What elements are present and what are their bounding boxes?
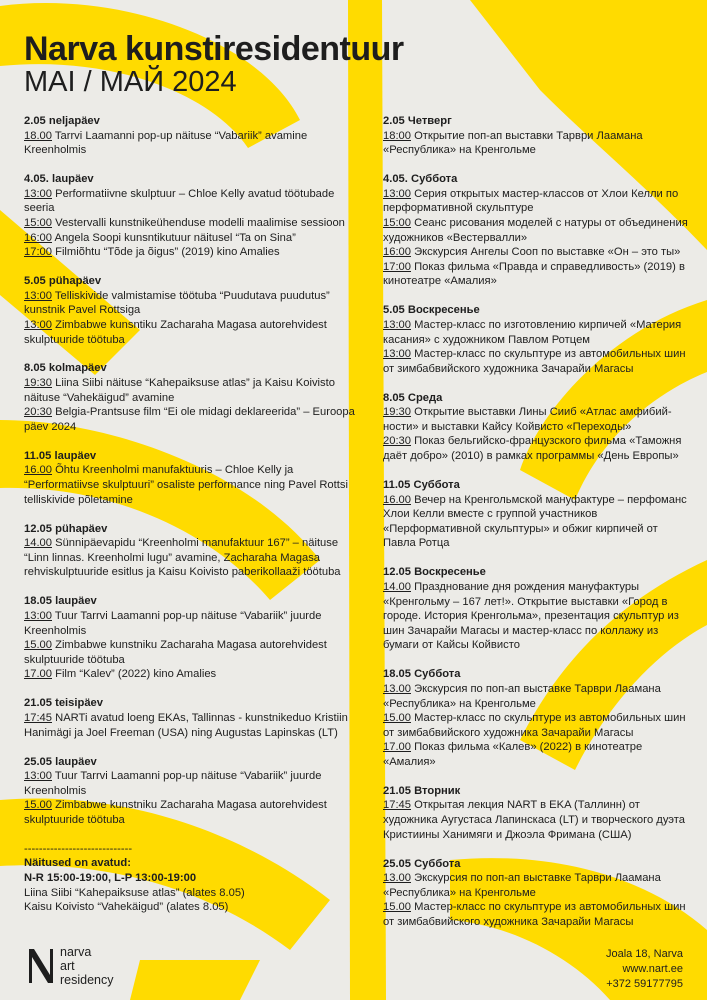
event-item	[24, 463, 359, 507]
event-item	[383, 405, 688, 434]
schedule-day	[383, 478, 688, 551]
event-text: Film “Kalev” (2022) kino Amalies	[52, 668, 217, 681]
event-time: 17:00	[383, 260, 411, 273]
day-title: 25.05 laupäev	[24, 755, 97, 768]
event-item	[24, 289, 359, 318]
day-title: 18.05 laupäev	[24, 595, 97, 608]
event-text: Angela Soopi kunsntikutuur näitusel “Ta on Sina”	[52, 231, 296, 244]
event-text: Показ фильма «Калев» (2022) в кинотеатре «Амалия»	[383, 741, 643, 768]
exhibitions-open-title: Näitused on avatud:	[24, 857, 131, 870]
event-time: 17:45	[383, 799, 411, 812]
website-link[interactable]: www.nart.ee	[622, 963, 683, 975]
event-time: 19:30	[24, 377, 52, 390]
schedule-day	[383, 114, 688, 158]
event-text: Открытая лекция NART в EKA (Таллинн) от художника Аугустаса Лапинскаса (LT) и творческого дуэта Кристиины Ханимяги и Джоэла Фримана (США)	[383, 799, 685, 841]
exhibition-item: Liina Siibi “Kahepaiksuse atlas” (alates 8.05)	[24, 886, 245, 899]
address: Joala 18, Narva	[605, 948, 683, 960]
schedule-day	[24, 594, 359, 682]
divider: -----------------------------	[24, 842, 133, 855]
logo-word: narva	[60, 945, 92, 959]
event-time: 14.00	[24, 537, 52, 550]
event-time: 13:00	[383, 348, 411, 361]
event-time: 16:00	[383, 246, 411, 259]
event-time: 13.00	[383, 682, 411, 695]
event-item	[24, 245, 359, 260]
day-title: 12.05 pühapäev	[24, 522, 108, 535]
day-title: 4.05. laupäev	[24, 173, 94, 186]
event-time: 13:00	[383, 318, 411, 331]
n-logo-icon	[26, 945, 56, 985]
event-item	[383, 260, 688, 289]
event-item	[24, 216, 359, 231]
event-text: Мастер-класс по скульптуре из автомобильных шин от зимбабвийского художника Зачарайи Магасы	[383, 712, 686, 739]
event-time: 15.00	[24, 639, 52, 652]
event-text: Экскурсия по поп-ап выставке Тарври Лаамана «Республика» на Кренгольме	[383, 872, 661, 899]
day-title: 11.05 Суббота	[383, 479, 460, 492]
event-time: 17.00	[383, 741, 411, 754]
event-time: 15:00	[383, 216, 411, 229]
event-time: 18:00	[383, 129, 411, 142]
page-subtitle: MAI / МАЙ 2024	[24, 66, 237, 98]
nart-logo	[26, 945, 114, 987]
event-time: 13:00	[24, 609, 52, 622]
day-title: 2.05 Четверг	[383, 115, 452, 127]
event-text: Экскурсия по поп-ап выставке Тарври Лаамана «Республика» на Кренгольме	[383, 682, 661, 710]
day-title: 11.05 laupäev	[24, 449, 97, 462]
event-text: Zimbabwe kunstniku Zacharaha Magasa autorehvidest skulptuuride töötuba	[24, 799, 327, 826]
event-time: 14.00	[383, 580, 411, 593]
event-item	[24, 769, 359, 798]
exhibitions-open-block	[24, 842, 359, 915]
schedule-day	[383, 391, 688, 464]
event-time: 15.00	[383, 901, 411, 914]
event-item	[383, 129, 688, 158]
schedule-day	[24, 449, 359, 507]
event-item	[383, 434, 688, 463]
day-title: 18.05 Суббота	[383, 668, 461, 681]
event-text: Tuur Tarrvi Laamanni pop-up näituse “Vabariik” juurde Kreenholmis	[24, 770, 322, 797]
event-text: Liina Siibi näituse “Kahepaiksuse atlas” ja Kaisu Koivisto näituse “Vahekäigud” avamine	[24, 377, 335, 404]
event-item	[383, 318, 688, 347]
schedule-day	[383, 172, 688, 289]
schedule-day	[24, 522, 359, 580]
event-item	[383, 347, 688, 376]
logo-word: art	[60, 959, 75, 973]
event-time: 17.00	[24, 668, 52, 681]
event-text: Открытие выставки Лины Сииб «Атлас амфибий-ности» и выставки Кайсу Койвисто «Переходы»	[383, 406, 672, 433]
day-title: 8.05 kolmapäev	[24, 362, 107, 375]
schedule-day	[383, 667, 688, 769]
event-text: Performatiivne skulptuur – Chloe Kelly avatud töötubade seeria	[24, 187, 335, 215]
day-title: 25.05 Суббота	[383, 857, 461, 870]
logo-word: residency	[60, 973, 114, 987]
event-item	[383, 900, 688, 929]
schedule-day	[24, 361, 359, 434]
day-title: 8.05 Среда	[383, 391, 443, 404]
event-item	[383, 580, 688, 653]
day-title: 4.05. Суббота	[383, 173, 458, 186]
day-title: 12.05 Воскресенье	[383, 566, 486, 579]
schedule-day	[383, 303, 688, 376]
event-time: 15.00	[383, 712, 411, 725]
event-item	[24, 711, 359, 740]
event-item	[24, 231, 359, 246]
event-item	[383, 187, 688, 216]
schedule-russian	[383, 114, 688, 944]
event-time: 20:30	[24, 406, 52, 419]
event-time: 16.00	[383, 493, 411, 506]
event-text: Õhtu Kreenholmi manufaktuuris – Chloe Kelly ja “Performatiivse skulptuuri” osaliste performance ning Pavel Rottsi telliskivide põletamine	[24, 464, 348, 506]
event-item	[24, 405, 359, 434]
event-time: 13:00	[24, 187, 52, 200]
schedule-estonian	[24, 114, 359, 915]
event-item	[24, 187, 359, 216]
event-text: Мастер-класс по скульптуре из автомобильных шин от зимбабвийского художника Зачарайи Магасы	[383, 348, 686, 375]
exhibition-item: Kaisu Koivisto “Vahekäigud” (alates 8.05)	[24, 901, 229, 914]
event-text: Показ фильма «Правда и справедливость» (2019) в кинотеатре «Амалия»	[383, 260, 685, 288]
event-item	[383, 798, 688, 842]
day-title: 5.05 pühapäev	[24, 275, 102, 288]
schedule-day	[383, 784, 688, 842]
day-title: 21.05 teisipäev	[24, 697, 103, 710]
event-item	[24, 129, 359, 158]
event-item	[383, 871, 688, 900]
event-item	[383, 493, 688, 551]
event-item	[383, 740, 688, 769]
event-item	[24, 376, 359, 405]
event-item	[24, 667, 359, 682]
schedule-day	[24, 755, 359, 828]
event-text: Telliskivide valmistamise töötuba “Puudutava puudutus” kunstnik Pavel Rottsiga	[24, 289, 330, 317]
event-text: Tarrvi Laamanni pop-up näituse “Vabariik” avamine Kreenholmis	[24, 129, 308, 157]
event-time: 13:00	[383, 187, 411, 200]
event-item	[24, 798, 359, 827]
event-text: Belgia-Prantsuse film “Ei ole midagi deklareerida” – Euroopa päev 2024	[24, 406, 355, 433]
event-item	[24, 638, 359, 667]
event-time: 20:30	[383, 435, 411, 448]
exhibitions-open-hours: N-R 15:00-19:00, L-P 13:00-19:00	[24, 872, 197, 885]
event-text: Tuur Tarrvi Laamanni pop-up näituse “Vabariik” juurde Kreenholmis	[24, 609, 322, 637]
event-time: 13.00	[383, 872, 411, 885]
event-text: Мастер-класс по скульптуре из автомобильных шин от зимбабвийского художника Зачарайи Магасы	[383, 901, 686, 929]
schedule-day	[24, 172, 359, 260]
event-time: 13:00	[24, 770, 52, 783]
event-text: NARTi avatud loeng EKAs, Tallinnas - kunstnikeduo Kristiin Hanimägi ja Joel Freeman (USA) ning Augustas Lapinskas (LT)	[24, 711, 348, 739]
event-time: 13:00	[24, 289, 52, 302]
event-time: 16:00	[24, 231, 52, 244]
event-text: Сеанс рисования моделей с натуры от объединения художников «Вестервалли»	[383, 216, 688, 244]
event-time: 15.00	[24, 799, 52, 812]
event-item	[24, 609, 359, 638]
schedule-day	[383, 857, 688, 930]
event-time: 16.00	[24, 464, 52, 477]
schedule-day	[24, 114, 359, 158]
event-time: 17:45	[24, 711, 52, 724]
event-text: Sünnipäevapidu “Kreenholmi manufaktuur 167” – näituse “Linn linnas. Kreenholmi lugu” avamine, Zacharaha Magasa rehviskulptuuride esitlus ja Kaisu Koivisto paberikollaaži töötuba	[24, 537, 341, 579]
schedule-day	[24, 274, 359, 347]
event-text: Filmiõhtu “Tõde ja õigus” (2019) kino Amalies	[52, 246, 280, 259]
event-text: Вечер на Кренгольмской мануфактуре – перфоманс Хлои Келли вместе с группой участников «Перформативной скульптуры» и обжиг кирпичей от Павла Ротца	[383, 493, 687, 550]
event-time: 17:00	[24, 246, 52, 259]
event-item	[383, 245, 688, 260]
event-time: 13:00	[24, 318, 52, 331]
event-text: Показ бельгийско-французского фильма «Таможня даёт добро» (2010) в рамках программы «День Европы»	[383, 435, 682, 463]
event-text: Открытие поп-ап выставки Тарври Лаамана «Республика» на Кренгольме	[383, 129, 643, 157]
schedule-day	[24, 696, 359, 740]
event-item	[24, 536, 359, 580]
event-text: Экскурсия Ангелы Сооп по выставке «Он – это ты»	[411, 246, 681, 259]
contact-info	[606, 947, 683, 992]
event-time: 19:30	[383, 406, 411, 419]
page-title: Narva kunstiresidentuur	[24, 30, 404, 68]
day-title: 5.05 Воскресенье	[383, 304, 480, 317]
event-item	[383, 216, 688, 245]
event-text: Vestervalli kunstnikeühenduse modelli maalimise sessioon	[52, 216, 345, 229]
event-item	[383, 682, 688, 711]
event-text: Мастер-класс по изготовлению кирпичей «Материя касания» с художником Павлом Ротцем	[383, 318, 682, 346]
phone-number[interactable]: +372 59177795	[606, 978, 683, 990]
event-text: Zimbabwe kunsntiku Zacharaha Magasa autorehvidest skulptuuride töötuba	[24, 318, 327, 346]
event-time: 15:00	[24, 216, 52, 229]
event-item	[24, 318, 359, 347]
day-title: 2.05 neljapäev	[24, 115, 100, 127]
event-text: Празднование дня рождения мануфактуры «Кренгольму – 167 лет!». Открытие выставки «Город в городе. История Кренгольма», презентация скульптур из шин Зачарайи Магасы и мастер-класс по коллажу из бумаги от Кайсы Койвисто	[383, 580, 679, 652]
event-item	[383, 711, 688, 740]
event-time: 18.00	[24, 129, 52, 142]
event-text: Zimbabwe kunstniku Zacharaha Magasa autorehvidest skulptuuride töötuba	[24, 639, 327, 666]
event-text: Серия открытых мастер-классов от Хлои Келли по перформативной скульптуре	[383, 187, 679, 215]
day-title: 21.05 Вторник	[383, 784, 461, 797]
schedule-day	[383, 565, 688, 653]
